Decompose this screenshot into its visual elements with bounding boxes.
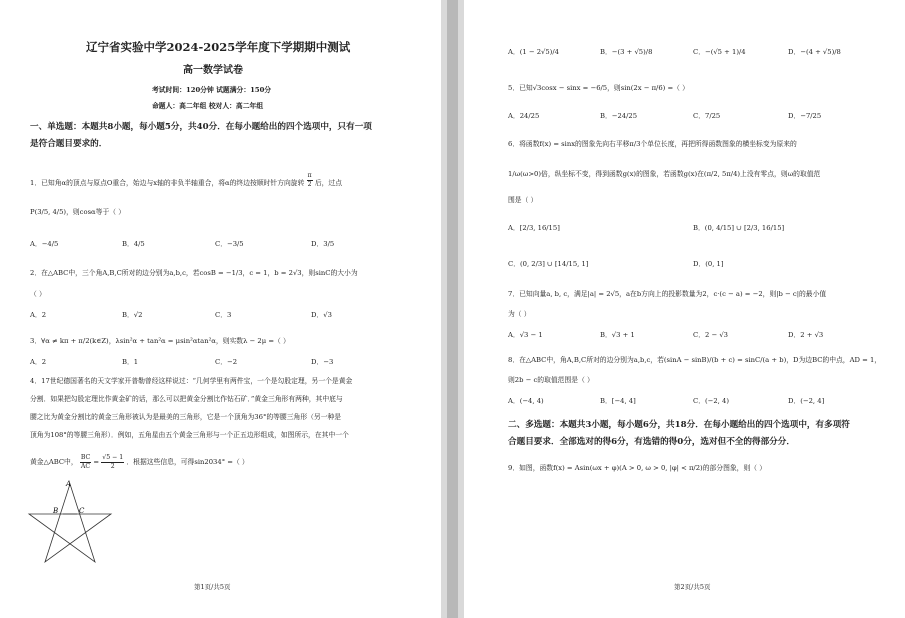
q6-stem-cont: 1/ω(ω>0)倍，纵坐标不变，得到函数g(x)的图象，若函数g(x)在(π/2, 5π/4)上没有零点，则ω的取值范 xyxy=(508,170,821,178)
q7-option-d: D．2 + √3 xyxy=(788,331,824,339)
q3-option-d: D．−3 xyxy=(311,358,334,366)
q4-ratio-num: BC xyxy=(80,454,91,461)
q4-line-4: 顶角为108°的等腰三角形）．例如，五角星由五个黄金三角形与一个正五边形组成，如图所示，在其中一个 xyxy=(30,431,349,439)
q1-option-b: B．4/5 xyxy=(122,240,145,248)
q7-stem: 7．已知向量a, b, c，满足|a| = 2√5，a在b方向上的投影数量为2，c·(c − a) = −2，则|b − c|的最小值 xyxy=(508,290,827,298)
q1-option-a: A．−4/5 xyxy=(30,240,59,248)
exam-page-1 xyxy=(0,0,441,618)
q3-option-b: B．1 xyxy=(122,358,139,366)
q7-stem-cont: 为（ ） xyxy=(508,310,531,318)
q6-option-b: B．(0, 4/15] ∪ [2/3, 16/15] xyxy=(693,224,785,232)
star-label-b: B xyxy=(53,507,59,515)
q4-last-post: ．根据这些信息，可得sin2034° =（ ） xyxy=(126,458,249,466)
star-label-c: C xyxy=(79,507,85,515)
q5-stem: 5．已知√3cosx − sinx = −6/5，则sin(2x − π/6) =（ ） xyxy=(508,84,689,92)
exam-info: 考试时间：120分钟 试题满分：150分 xyxy=(152,86,272,94)
q4-golden-fraction xyxy=(101,454,124,470)
q5-option-c: C．7/25 xyxy=(693,112,721,120)
pentagram-figure xyxy=(24,478,120,566)
q2-stem: 2．在△ABC中，三个角A,B,C所对的边分别为a,b,c，若cosB = −1/3，c = 1，b = 2√3，则sinC的大小为 xyxy=(30,269,358,277)
section1-heading: 一、单选题：本题共8小题，每小题5分，共40分．在每小题给出的四个选项中，只有一项 xyxy=(30,122,372,132)
q1-frac-den: 2 xyxy=(307,180,312,188)
q7-option-b: B．√3 + 1 xyxy=(600,331,635,339)
q2-option-a: A．2 xyxy=(30,311,47,319)
q7-option-a: A．√3 − 1 xyxy=(508,331,543,339)
q4-option-d: D．−(4 + √5)/8 xyxy=(788,48,841,56)
q2-option-d: D．√3 xyxy=(311,311,332,319)
star-label-a: A xyxy=(66,480,72,488)
q2-option-c: C．3 xyxy=(215,311,232,319)
q8-option-c: C．(−2, 4) xyxy=(693,397,729,405)
exam-page-2 xyxy=(464,0,905,618)
exam-authors: 命题人：高二年组 校对人：高二年组 xyxy=(152,102,264,110)
section2-heading: 二、多选题：本题共3小题，每小题6分，共18分．在每小题给出的四个选项中，有多项符 xyxy=(508,420,850,430)
q8-stem: 8．在△ABC中，角A,B,C所对的边分别为a,b,c，若(sinA − sinB)/(b + c) = sinC/(a + b)，D为边BC的中点，AD = 1， xyxy=(508,356,882,364)
q1-stem xyxy=(30,172,343,191)
q4-line-1: 4．17世纪德国著名的天文学家开普勒曾经这样说过：“几何学里有两件宝，一个是勾股定理，另一个是黄金 xyxy=(30,377,353,385)
q1-text-after: 后，过点 xyxy=(314,179,343,187)
q5-option-d: D．−7/25 xyxy=(788,112,822,120)
q1-fraction xyxy=(307,172,313,188)
q2-stem-cont: （ ） xyxy=(30,290,46,298)
page-gap xyxy=(441,0,464,618)
q6-stem: 6．将函数f(x) = sinx的图象先向右平移π/3个单位长度，再把所得函数图象的横坐标变为原来的 xyxy=(508,140,797,148)
q8-option-d: D．(−2, 4] xyxy=(788,397,825,405)
q1-option-c: C．−3/5 xyxy=(215,240,244,248)
q4-line-2: 分割．如果把勾股定理比作黄金矿的话，那么可以把黄金分割比作钻石矿．”黄金三角形有两种，其中底与 xyxy=(30,395,343,403)
q6-option-c: C．(0, 2/3] ∪ [14/15, 1] xyxy=(508,260,589,268)
q2-option-b: B．√2 xyxy=(122,311,143,319)
page2-footer: 第2页/共5页 xyxy=(674,583,711,591)
q6-option-a: A．[2/3, 16/15] xyxy=(508,224,560,232)
scroll-divider xyxy=(447,0,458,618)
q4-equals: = xyxy=(93,458,100,466)
q4-line-3: 腰之比为黄金分割比的黄金三角形被认为是最美的三角形，它是一个顶角为36°的等腰三角形（另一种是 xyxy=(30,413,342,421)
q8-stem-cont: 则2b − c的取值范围是（ ） xyxy=(508,376,594,384)
q3-option-a: A．2 xyxy=(30,358,47,366)
q7-option-c: C．2 − √3 xyxy=(693,331,728,339)
exam-subtitle: 高一数学试卷 xyxy=(183,65,243,76)
page1-footer: 第1页/共5页 xyxy=(194,583,231,591)
section2-heading-cont: 合题目要求．全部选对的得6分，有选错的得0分，选对但不全的得部分分． xyxy=(508,437,795,447)
pentagram-outline xyxy=(29,484,111,562)
q1-text: 1．已知角α的顶点与原点O重合，始边与x轴的非负半轴重合，将α的终边按顺时针方向旋转 xyxy=(30,179,305,187)
q4-option-b: B．−(3 + √5)/8 xyxy=(600,48,653,56)
exam-title: 辽宁省实验中学2024-2025学年度下学期期中测试 xyxy=(86,40,351,54)
q1-frac-num: π xyxy=(307,172,312,179)
section1-heading-cont: 是符合题目要求的． xyxy=(30,139,108,149)
q4-ratio-fraction xyxy=(80,454,91,470)
q8-option-a: A．(−4, 4) xyxy=(508,397,544,405)
q4-option-a: A．(1 − 2√5)/4 xyxy=(508,48,559,56)
q4-golden-den: 2 xyxy=(110,462,115,470)
q9-stem: 9．如图，函数f(x) = Asin(ωx + φ)(A > 0, ω > 0, |φ| < π/2)的部分图象，则（ ） xyxy=(508,464,767,472)
q3-stem: 3．∀α ≠ kπ + π/2(k∈Z)，λsin²α + tan²α = μsin²αtan²α，则实数λ − 2μ =（ ） xyxy=(30,337,290,345)
q1-option-d: D．3/5 xyxy=(311,240,335,248)
q5-option-a: A．24/25 xyxy=(508,112,540,120)
q4-option-c: C．−(√5 + 1)/4 xyxy=(693,48,746,56)
q8-option-b: B．[−4, 4] xyxy=(600,397,636,405)
q4-golden-num: √5 − 1 xyxy=(102,454,124,461)
q1-stem-cont: P(3/5, 4/5)，则cosα等于（ ） xyxy=(30,208,125,216)
q3-option-c: C．−2 xyxy=(215,358,238,366)
q4-last-pre: 黄金△ABC中， xyxy=(30,458,78,466)
q6-option-d: D．(0, 1] xyxy=(693,260,724,268)
q4-line-5 xyxy=(30,454,249,470)
q4-ratio-den: AC xyxy=(80,462,91,470)
q6-stem-end: 围是（ ） xyxy=(508,196,538,204)
q5-option-b: B．−24/25 xyxy=(600,112,638,120)
